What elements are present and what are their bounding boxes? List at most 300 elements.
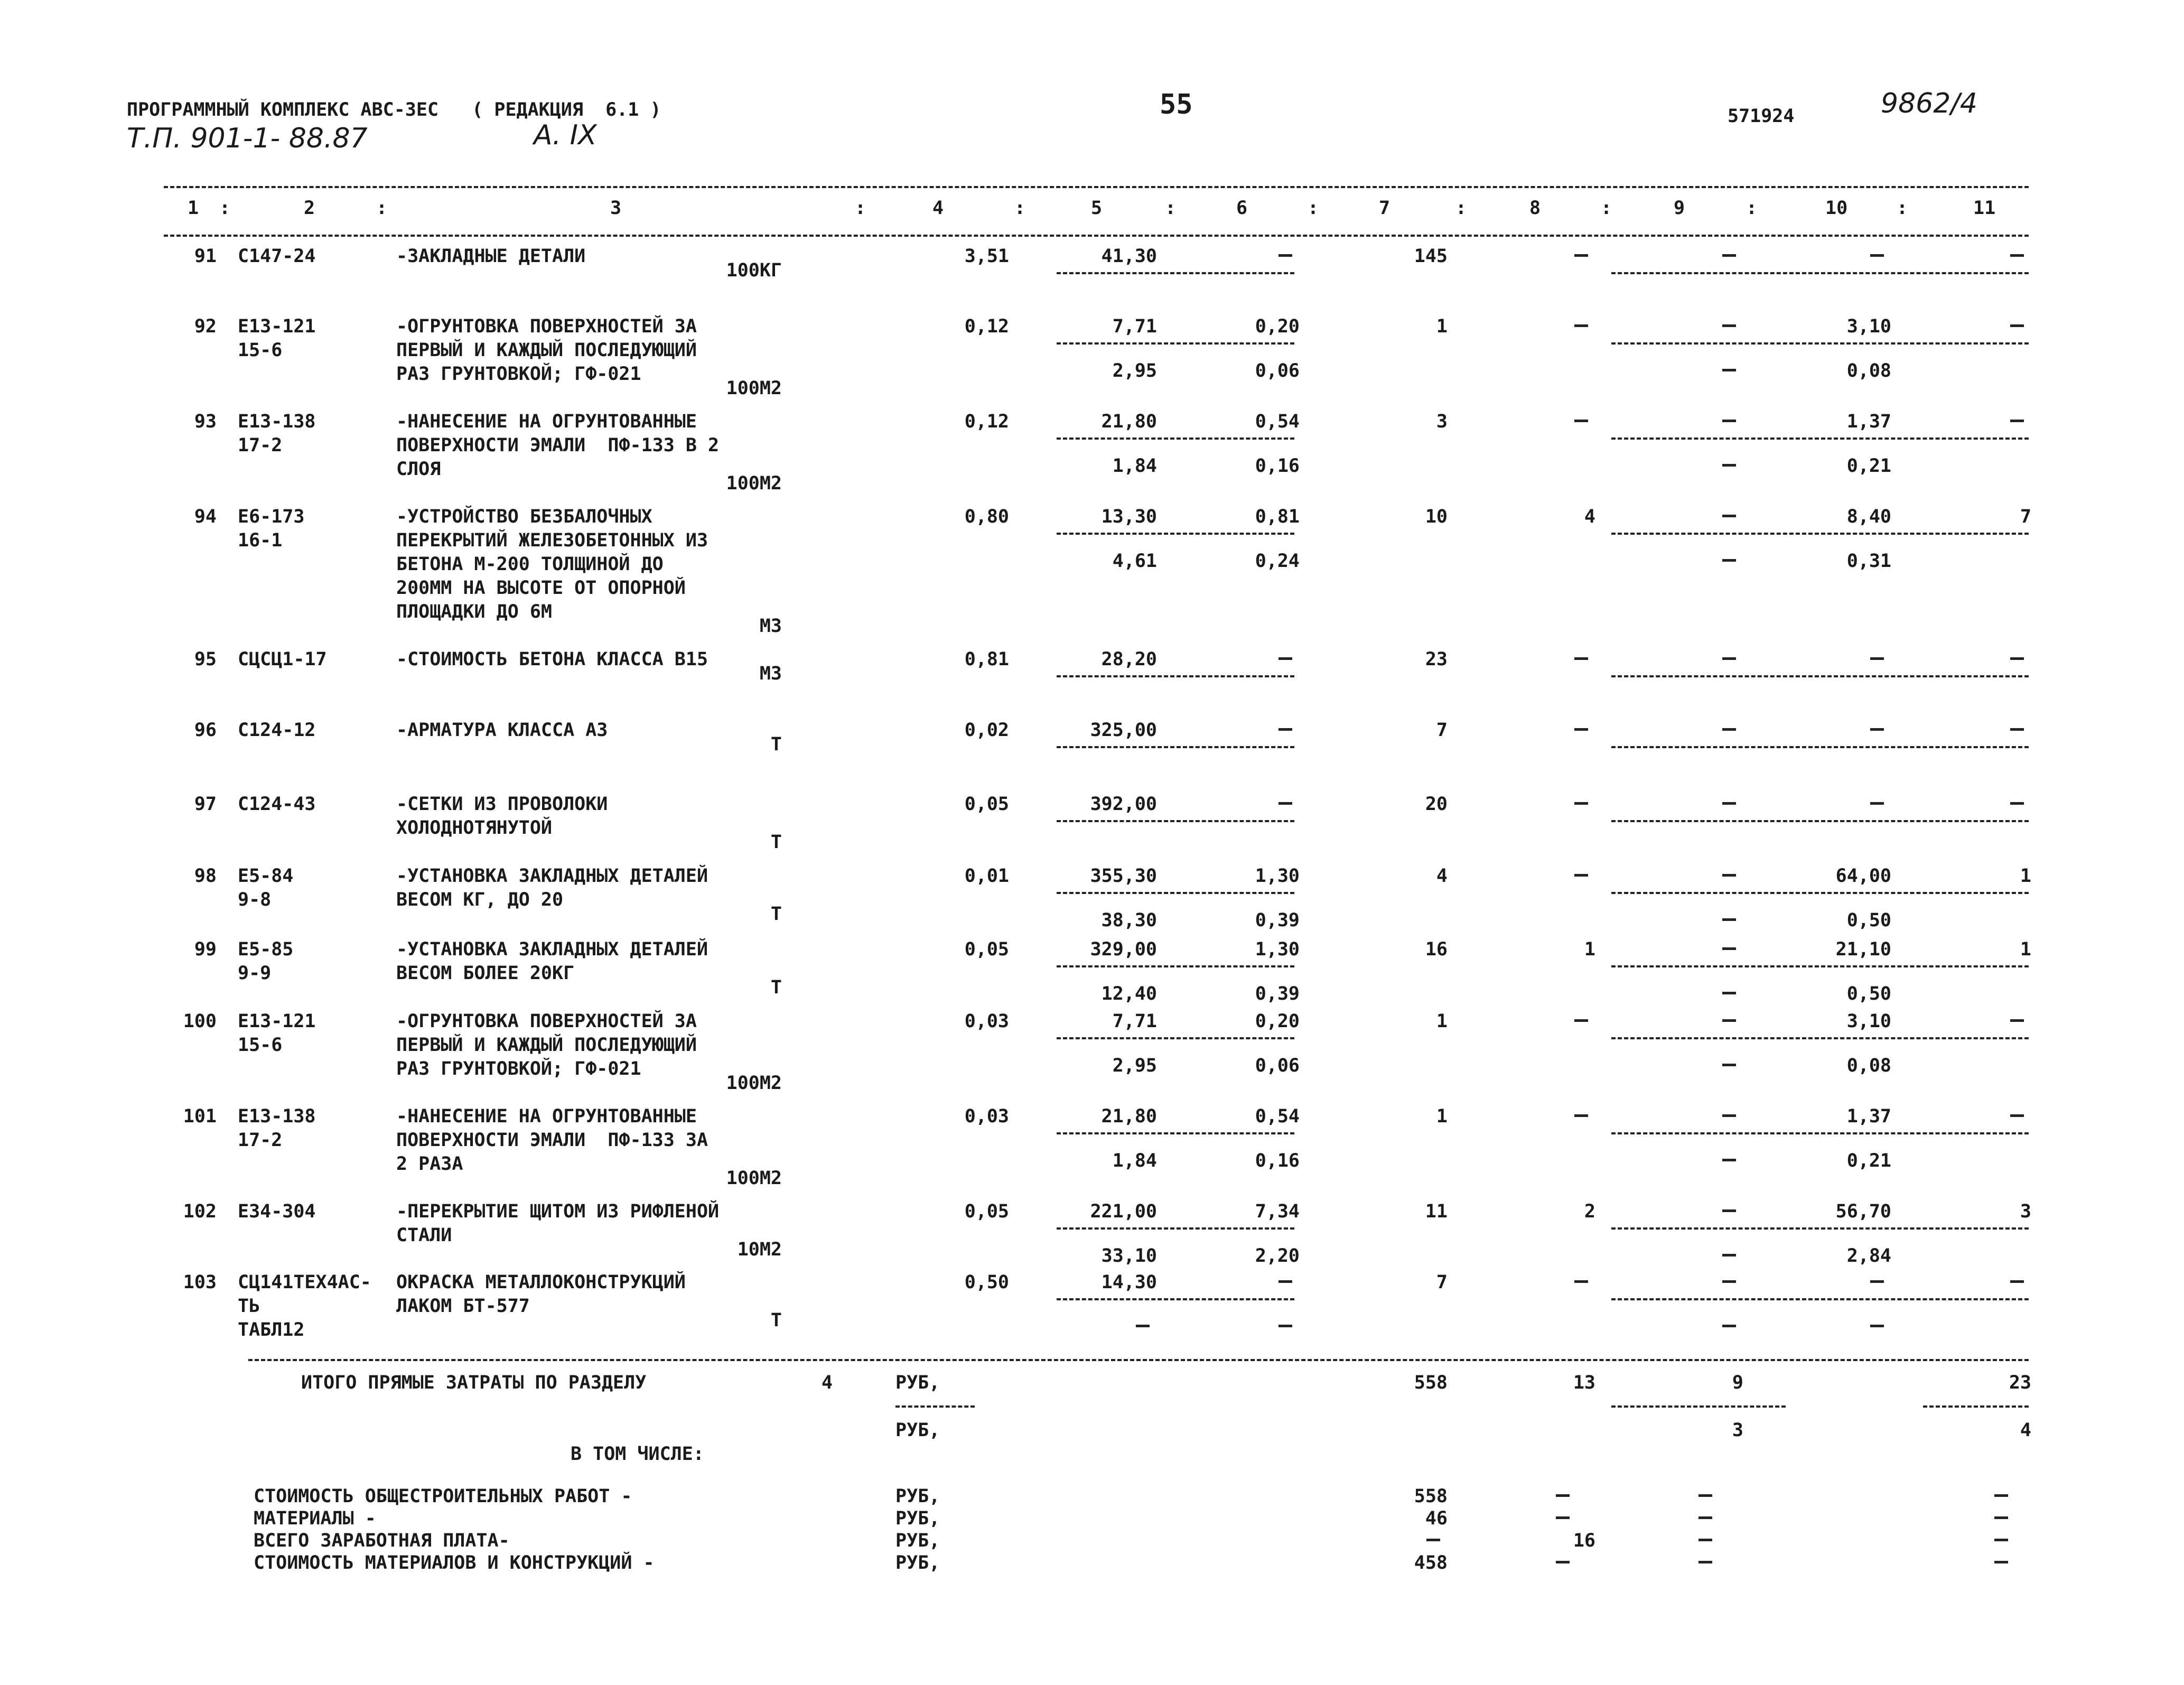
col6-value: [1178, 793, 1300, 816]
col7-value: 7: [1436, 1272, 1448, 1293]
row-code: Е5-85: [238, 939, 294, 960]
subtotal-underline: [1611, 533, 2029, 535]
col5-value: 325,00: [1090, 720, 1157, 741]
subtotal-underline: [1611, 342, 2029, 345]
breakdown-col11: [1944, 1529, 2031, 1552]
totals-underline: [895, 1405, 975, 1408]
row-description: ПОВЕРХНОСТИ ЭМАЛИ ПФ-133 В 2: [396, 435, 720, 456]
breakdown-label: ВСЕГО ЗАРАБОТНАЯ ПЛАТА-: [254, 1530, 510, 1551]
col4-value: 3,51: [964, 246, 1009, 267]
row-code: 9-9: [238, 963, 272, 984]
program-header: ПРОГРАММНЫЙ КОМПЛЕКС АВС-3ЕС ( РЕДАКЦИЯ 6.1 ): [127, 99, 661, 120]
col6-value: [1178, 1271, 1300, 1294]
document-code: 571924: [1728, 106, 1795, 127]
col7-value: 20: [1425, 794, 1448, 815]
col7-value: 1: [1436, 1011, 1448, 1032]
col6-subvalue: 0,24: [1255, 551, 1300, 572]
row-unit: 100М2: [726, 473, 782, 494]
col9-value: [1638, 1010, 1743, 1033]
col9-subvalue: [1638, 550, 1743, 573]
subtotal-underline: [1057, 1227, 1294, 1230]
handwritten-album: А. IX: [534, 119, 597, 151]
col8-value: [1522, 315, 1595, 338]
row-description: ПЕРЕКРЫТИЙ ЖЕЛЕЗОБЕТОННЫХ ИЗ: [396, 530, 708, 551]
col11-value: [1944, 245, 2031, 268]
col11-value: [1944, 315, 2031, 338]
col9-subvalue: [1638, 1054, 1743, 1077]
breakdown-col9: [1638, 1551, 1743, 1575]
row-description: ПЕРВЫЙ И КАЖДЫЙ ПОСЛЕДУЮЩИЙ: [396, 340, 697, 361]
column-header-4: 4: [932, 198, 944, 219]
col9-subvalue: [1638, 982, 1743, 1006]
totals-col9-2: 3: [1732, 1420, 1743, 1441]
subtotal-underline: [1057, 1037, 1294, 1039]
col6-subvalue: 0,16: [1255, 1150, 1300, 1171]
col11-value: [1944, 410, 2031, 433]
row-description: РАЗ ГРУНТОВКОЙ; ГФ-021: [396, 1058, 641, 1079]
subtotal-underline: [1611, 437, 2029, 440]
col6-value: 0,54: [1255, 1106, 1300, 1127]
col8-value: [1522, 719, 1595, 742]
row-unit: 100М2: [726, 1168, 782, 1189]
col5-value: 392,00: [1090, 794, 1157, 815]
col10-subvalue: 0,08: [1846, 360, 1891, 381]
row-description: -НАНЕСЕНИЕ НА ОГРУНТОВАННЫЕ: [396, 1106, 697, 1127]
row-unit: 100М2: [726, 378, 782, 399]
row-description: -СТОИМОСТЬ БЕТОНА КЛАССА В15: [396, 649, 708, 670]
breakdown-col9: [1638, 1485, 1743, 1508]
col5-subvalue: 2,95: [1112, 360, 1157, 381]
column-header-9: 9: [1674, 198, 1685, 219]
col8-value: [1522, 648, 1595, 671]
dash-mark: [1556, 1561, 1570, 1563]
row-code: Е13-121: [238, 1011, 316, 1032]
col10-value: 8,40: [1846, 506, 1891, 527]
row-description: ПЕРВЫЙ И КАЖДЫЙ ПОСЛЕДУЮЩИЙ: [396, 1035, 697, 1056]
col10-subvalue: [1780, 1315, 1891, 1338]
col6-subvalue: 0,16: [1255, 455, 1300, 477]
subtotal-underline: [1057, 675, 1294, 677]
subtotal-underline: [1057, 342, 1294, 345]
column-separator: :: [1601, 198, 1612, 219]
col5-subvalue: 2,95: [1112, 1055, 1157, 1076]
breakdown-col7: 46: [1425, 1508, 1448, 1529]
breakdown-label: МАТЕРИАЛЫ -: [254, 1508, 376, 1529]
row-code: 17-2: [238, 435, 283, 456]
column-header-8: 8: [1529, 198, 1541, 219]
column-header-6: 6: [1236, 198, 1248, 219]
col7-value: 23: [1425, 649, 1448, 670]
column-separator: :: [1014, 198, 1026, 219]
totals-currency-2: РУБ,: [895, 1420, 940, 1441]
row-code: Е5-84: [238, 865, 294, 887]
col4-value: 0,05: [964, 1201, 1009, 1222]
col4-value: 0,03: [964, 1106, 1009, 1127]
col8-value: 2: [1584, 1201, 1595, 1222]
col9-value: [1638, 1105, 1743, 1128]
breakdown-col7: 458: [1414, 1552, 1448, 1574]
dash-mark: [1994, 1561, 2008, 1563]
row-description: СТАЛИ: [396, 1225, 452, 1246]
column-header-1: 1: [188, 198, 199, 219]
row-description: -УСТАНОВКА ЗАКЛАДНЫХ ДЕТАЛЕЙ: [396, 865, 708, 887]
col10-value: 3,10: [1846, 1011, 1891, 1032]
column-separator: :: [1165, 198, 1177, 219]
col7-value: 145: [1414, 246, 1448, 267]
col7-value: 11: [1425, 1201, 1448, 1222]
subtotal-underline: [1611, 1227, 2029, 1230]
totals-underline: [1611, 1405, 1786, 1408]
column-separator: :: [1308, 198, 1319, 219]
row-number: 102: [183, 1201, 217, 1222]
row-description: -УСТАНОВКА ЗАКЛАДНЫХ ДЕТАЛЕЙ: [396, 939, 708, 960]
col9-value: [1638, 793, 1743, 816]
col9-value: [1638, 719, 1743, 742]
dash-mark: [1698, 1516, 1712, 1519]
col7-value: 3: [1436, 411, 1448, 432]
row-description: ПЛОЩАДКИ ДО 6М: [396, 601, 553, 622]
subtotal-underline: [1611, 1298, 2029, 1300]
col10-value: 1,37: [1846, 1106, 1891, 1127]
col9-value: [1638, 1200, 1743, 1223]
table-header-rule: [164, 235, 2029, 237]
column-separator: :: [219, 198, 231, 219]
col8-value: [1522, 410, 1595, 433]
row-description: -СЕТКИ ИЗ ПРОВОЛОКИ: [396, 794, 608, 815]
col8-value: [1522, 1105, 1595, 1128]
col6-value: 0,81: [1255, 506, 1300, 527]
col6-subvalue: [1178, 1315, 1300, 1338]
dash-mark: [1556, 1494, 1570, 1497]
col11-value: [1944, 1010, 2031, 1033]
row-description: СЛОЯ: [396, 459, 441, 480]
col6-value: 1,30: [1255, 939, 1300, 960]
totals-col11: 23: [2009, 1372, 2031, 1393]
column-header-7: 7: [1379, 198, 1390, 219]
totals-col7: 558: [1414, 1372, 1448, 1393]
row-number: 100: [183, 1011, 217, 1032]
row-code: СЦСЦ1-17: [238, 649, 327, 670]
breakdown-label: СТОИМОСТЬ МАТЕРИАЛОВ И КОНСТРУКЦИЙ -: [254, 1552, 655, 1574]
breakdown-currency: РУБ,: [895, 1508, 940, 1529]
handwritten-project-number: Т.П. 901-1- 88.87: [127, 123, 368, 154]
row-description: -НАНЕСЕНИЕ НА ОГРУНТОВАННЫЕ: [396, 411, 697, 432]
col4-value: 0,12: [964, 411, 1009, 432]
row-number: 103: [183, 1272, 217, 1293]
subtotal-underline: [1057, 533, 1294, 535]
row-code: 9-8: [238, 889, 272, 910]
col5-value: 21,80: [1101, 1106, 1157, 1127]
subtotal-underline: [1611, 1132, 2029, 1134]
subtotal-underline: [1057, 1132, 1294, 1134]
col6-value: [1178, 648, 1300, 671]
col6-value: [1178, 245, 1300, 268]
col6-value: 0,54: [1255, 411, 1300, 432]
row-description: -АРМАТУРА КЛАССА А3: [396, 720, 608, 741]
row-unit: М3: [759, 663, 782, 684]
subtotal-underline: [1611, 675, 2029, 677]
totals-currency: РУБ,: [895, 1372, 940, 1393]
col10-value: 3,10: [1846, 316, 1891, 337]
col10-value: 64,00: [1835, 865, 1891, 887]
column-header-10: 10: [1825, 198, 1848, 219]
col11-value: 7: [2020, 506, 2031, 527]
col7-value: 1: [1436, 1106, 1448, 1127]
col5-value: 329,00: [1090, 939, 1157, 960]
col10-value: 1,37: [1846, 411, 1891, 432]
column-separator: :: [1746, 198, 1758, 219]
col8-value: [1522, 864, 1595, 888]
row-code: 17-2: [238, 1130, 283, 1151]
col7-value: 4: [1436, 865, 1448, 887]
col4-value: 0,81: [964, 649, 1009, 670]
row-code: Е13-121: [238, 316, 316, 337]
col9-value: [1638, 648, 1743, 671]
totals-label: ИТОГО ПРЯМЫЕ ЗАТРАТЫ ПО РАЗДЕЛУ: [301, 1372, 647, 1393]
row-description: -ОГРУНТОВКА ПОВЕРХНОСТЕЙ ЗА: [396, 316, 697, 337]
row-code: 15-6: [238, 1035, 283, 1056]
row-number: 94: [194, 506, 217, 527]
column-separator: :: [1455, 198, 1467, 219]
row-code: Е34-304: [238, 1201, 316, 1222]
subtotal-underline: [1057, 746, 1294, 748]
col9-value: [1638, 864, 1743, 888]
col11-value: [1944, 648, 2031, 671]
row-number: 97: [194, 794, 217, 815]
breakdown-currency: РУБ,: [895, 1530, 940, 1551]
page-number: 55: [1160, 89, 1193, 120]
col6-value: 1,30: [1255, 865, 1300, 887]
col4-value: 0,05: [964, 939, 1009, 960]
col10-subvalue: 0,21: [1846, 1150, 1891, 1171]
row-unit: Т: [770, 1310, 782, 1331]
col8-value: [1522, 1010, 1595, 1033]
col10-value: [1780, 1271, 1891, 1294]
col4-value: 0,12: [964, 316, 1009, 337]
col9-value: [1638, 315, 1743, 338]
column-separator: :: [376, 198, 388, 219]
subtotal-underline: [1057, 820, 1294, 822]
col9-subvalue: [1638, 454, 1743, 478]
row-code: Е13-138: [238, 1106, 316, 1127]
row-description: -ПЕРЕКРЫТИЕ ЩИТОМ ИЗ РИФЛЕНОЙ: [396, 1201, 720, 1222]
row-code: ТЬ: [238, 1296, 260, 1317]
dash-mark: [1698, 1561, 1712, 1563]
row-number: 99: [194, 939, 217, 960]
col9-value: [1638, 1271, 1743, 1294]
col11-value: [1944, 1105, 2031, 1128]
row-description: ОКРАСКА МЕТАЛЛОКОНСТРУКЦИЙ: [396, 1272, 686, 1293]
column-header-2: 2: [304, 198, 315, 219]
col11-value: [1944, 793, 2031, 816]
col10-value: 21,10: [1835, 939, 1891, 960]
row-number: 95: [194, 649, 217, 670]
col4-value: 0,03: [964, 1011, 1009, 1032]
col5-value: 7,71: [1112, 316, 1157, 337]
row-code: СЦ141ТЕХ4АС-: [238, 1272, 371, 1293]
col5-subvalue: 4,61: [1112, 551, 1157, 572]
col5-value: 355,30: [1090, 865, 1157, 887]
row-number: 93: [194, 411, 217, 432]
col5-value: 28,20: [1101, 649, 1157, 670]
col6-value: [1178, 719, 1300, 742]
col11-value: [1944, 1271, 2031, 1294]
col10-subvalue: 0,31: [1846, 551, 1891, 572]
totals-rule: [248, 1359, 2029, 1361]
col4-value: 0,80: [964, 506, 1009, 527]
row-description: ХОЛОДНОТЯНУТОЙ: [396, 817, 553, 839]
col10-subvalue: 0,08: [1846, 1055, 1891, 1076]
subtotal-underline: [1057, 272, 1294, 274]
totals-section-number: 4: [822, 1372, 833, 1393]
dash-mark: [1556, 1516, 1570, 1519]
row-number: 91: [194, 246, 217, 267]
row-unit: Т: [770, 832, 782, 853]
col5-value: 7,71: [1112, 1011, 1157, 1032]
col5-value: 221,00: [1090, 1201, 1157, 1222]
dash-mark: [1994, 1494, 2008, 1497]
col5-subvalue: [1041, 1315, 1157, 1338]
row-description: ВЕСОМ БОЛЕЕ 20КГ: [396, 963, 575, 984]
subtotal-underline: [1057, 892, 1294, 894]
totals-underline: [1923, 1405, 2029, 1408]
col10-subvalue: 2,84: [1846, 1245, 1891, 1267]
col5-subvalue: 1,84: [1112, 1150, 1157, 1171]
breakdown-currency: РУБ,: [895, 1552, 940, 1574]
row-unit: М3: [759, 616, 782, 637]
breakdown-col11: [1944, 1551, 2031, 1575]
breakdown-label: СТОИМОСТЬ ОБЩЕСТРОИТЕЛЬНЫХ РАБОТ -: [254, 1486, 632, 1507]
col9-value: [1638, 505, 1743, 528]
col4-value: 0,02: [964, 720, 1009, 741]
row-description: ВЕСОМ КГ, ДО 20: [396, 889, 564, 910]
col7-value: 10: [1425, 506, 1448, 527]
breakdown-col11: [1944, 1485, 2031, 1508]
col10-value: [1780, 793, 1891, 816]
breakdown-col8: 16: [1573, 1530, 1595, 1551]
col11-value: 3: [2020, 1201, 2031, 1222]
dash-mark: [1994, 1516, 2008, 1519]
column-header-5: 5: [1091, 198, 1103, 219]
col8-value: 1: [1584, 939, 1595, 960]
row-unit: Т: [770, 734, 782, 755]
col6-value: 0,20: [1255, 1011, 1300, 1032]
col5-value: 41,30: [1101, 246, 1157, 267]
subtotal-underline: [1611, 820, 2029, 822]
row-unit: 10М2: [737, 1239, 782, 1260]
col6-subvalue: 0,39: [1255, 910, 1300, 931]
col8-value: [1522, 245, 1595, 268]
row-code: С124-12: [238, 720, 316, 741]
row-description: РАЗ ГРУНТОВКОЙ; ГФ-021: [396, 364, 641, 385]
col10-value: 56,70: [1835, 1201, 1891, 1222]
breakdown-currency: РУБ,: [895, 1486, 940, 1507]
table-top-rule: [164, 186, 2029, 188]
dash-mark: [1698, 1494, 1712, 1497]
row-code: Е6-173: [238, 506, 305, 527]
col10-subvalue: 0,50: [1846, 983, 1891, 1004]
col5-subvalue: 1,84: [1112, 455, 1157, 477]
row-code: 15-6: [238, 340, 283, 361]
breakdown-col11: [1944, 1507, 2031, 1530]
row-code: ТАБЛ12: [238, 1319, 305, 1340]
col5-value: 13,30: [1101, 506, 1157, 527]
row-code: 16-1: [238, 530, 283, 551]
column-header-11: 11: [1973, 198, 1996, 219]
breakdown-col9: [1638, 1529, 1743, 1552]
row-unit: 100КГ: [726, 260, 782, 281]
row-description: 200ММ НА ВЫСОТЕ ОТ ОПОРНОЙ: [396, 578, 686, 599]
col6-value: 7,34: [1255, 1201, 1300, 1222]
col6-subvalue: 0,06: [1255, 360, 1300, 381]
subtotal-underline: [1057, 965, 1294, 967]
col8-value: [1522, 1271, 1595, 1294]
col11-value: [1944, 719, 2031, 742]
row-description: -ЗАКЛАДНЫЕ ДЕТАЛИ: [396, 246, 586, 267]
col6-value: 0,20: [1255, 316, 1300, 337]
row-description: БЕТОНА М-200 ТОЛЩИНОЙ ДО: [396, 554, 664, 575]
row-number: 96: [194, 720, 217, 741]
col5-subvalue: 12,40: [1101, 983, 1157, 1004]
totals-col8: 13: [1573, 1372, 1595, 1393]
totals-col11-2: 4: [2020, 1420, 2031, 1441]
column-header-3: 3: [610, 198, 622, 219]
row-description: -УСТРОЙСТВО БЕЗБАЛОЧНЫХ: [396, 506, 652, 527]
col9-subvalue: [1638, 1149, 1743, 1172]
col10-value: [1780, 719, 1891, 742]
row-description: ПОВЕРХНОСТИ ЭМАЛИ ПФ-133 ЗА: [396, 1130, 708, 1151]
col5-value: 14,30: [1101, 1272, 1157, 1293]
col10-subvalue: 0,50: [1846, 910, 1891, 931]
row-unit: Т: [770, 904, 782, 925]
col9-subvalue: [1638, 1315, 1743, 1338]
col7-value: 1: [1436, 316, 1448, 337]
col4-value: 0,50: [964, 1272, 1009, 1293]
row-number: 98: [194, 865, 217, 887]
col11-value: 1: [2020, 865, 2031, 887]
subtotal-underline: [1057, 437, 1294, 440]
col8-value: 4: [1584, 506, 1595, 527]
col5-value: 21,80: [1101, 411, 1157, 432]
row-code: Е13-138: [238, 411, 316, 432]
column-separator: :: [855, 198, 866, 219]
row-number: 101: [183, 1106, 217, 1127]
col10-value: [1780, 245, 1891, 268]
row-description: 2 РАЗА: [396, 1153, 463, 1175]
col9-subvalue: [1638, 909, 1743, 932]
col6-subvalue: 2,20: [1255, 1245, 1300, 1267]
subtotal-underline: [1611, 965, 2029, 967]
col8-value: [1522, 793, 1595, 816]
col6-subvalue: 0,39: [1255, 983, 1300, 1004]
row-code: С124-43: [238, 794, 316, 815]
including-heading: В ТОМ ЧИСЛЕ:: [571, 1444, 704, 1465]
col4-value: 0,05: [964, 794, 1009, 815]
handwritten-reference: 9862/4: [1881, 88, 1977, 119]
row-unit: 100М2: [726, 1073, 782, 1094]
col4-value: 0,01: [964, 865, 1009, 887]
column-separator: :: [1897, 198, 1908, 219]
subtotal-underline: [1611, 272, 2029, 274]
dash-mark: [1698, 1539, 1712, 1541]
col9-subvalue: [1638, 1244, 1743, 1268]
totals-col9: 9: [1732, 1372, 1743, 1393]
col9-value: [1638, 245, 1743, 268]
row-code: С147-24: [238, 246, 316, 267]
subtotal-underline: [1611, 746, 2029, 748]
subtotal-underline: [1057, 1298, 1294, 1300]
dash-mark: [1426, 1539, 1440, 1541]
